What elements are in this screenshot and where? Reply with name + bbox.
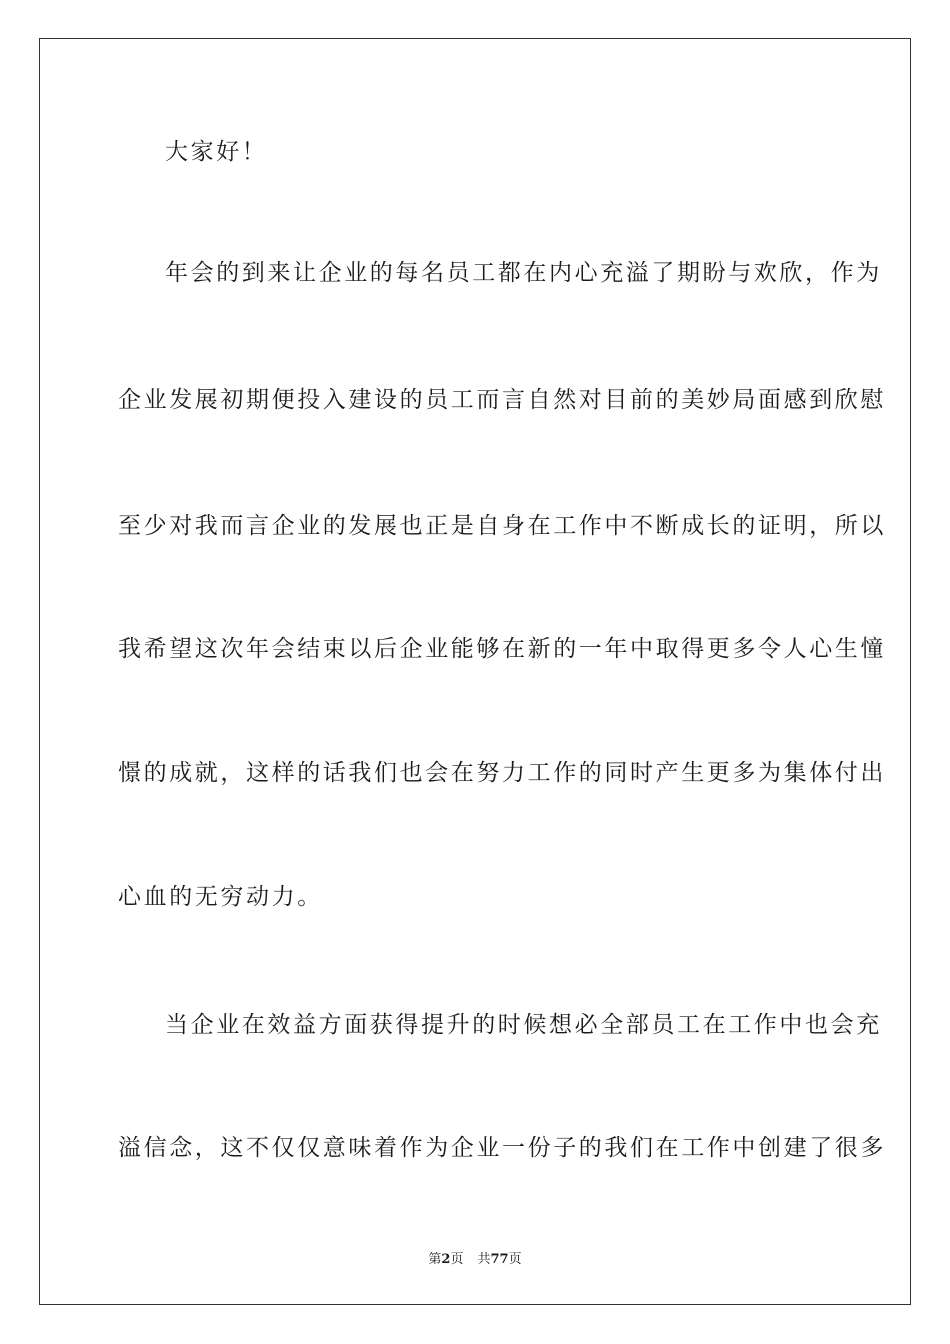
total-prefix: 共	[477, 1252, 491, 1267]
greeting-line: 大家好！	[165, 139, 268, 165]
page-prefix: 第	[428, 1252, 442, 1267]
paragraph-1-line-2: 企业发展初期便投入建设的员工而言自然对目前的美妙局面感到欣慰	[118, 387, 886, 413]
paragraph-1-line-4: 我希望这次年会结束以后企业能够在新的一年中取得更多令人心生憧	[118, 636, 886, 662]
page-suffix: 页	[450, 1252, 464, 1267]
paragraph-2-line-2: 溢信念，这不仅仅意味着作为企业一份子的我们在工作中创建了很多	[118, 1135, 886, 1161]
paragraph-1-line-1: 年会的到来让企业的每名员工都在内心充溢了期盼与欢欣，作为	[165, 260, 882, 286]
page-number: 2	[441, 1252, 451, 1267]
total-pages: 77	[490, 1252, 509, 1267]
page-footer	[0, 1248, 950, 1267]
paragraph-2-line-1: 当企业在效益方面获得提升的时候想必全部员工在工作中也会充	[165, 1012, 882, 1038]
total-suffix: 页	[508, 1252, 522, 1267]
paragraph-1-line-5: 憬的成就，这样的话我们也会在努力工作的同时产生更多为集体付出	[118, 760, 886, 786]
paragraph-1-line-3: 至少对我而言企业的发展也正是自身在工作中不断成长的证明，所以	[118, 513, 886, 539]
paragraph-1-line-6: 心血的无穷动力。	[118, 884, 323, 910]
page-border	[39, 38, 911, 1305]
